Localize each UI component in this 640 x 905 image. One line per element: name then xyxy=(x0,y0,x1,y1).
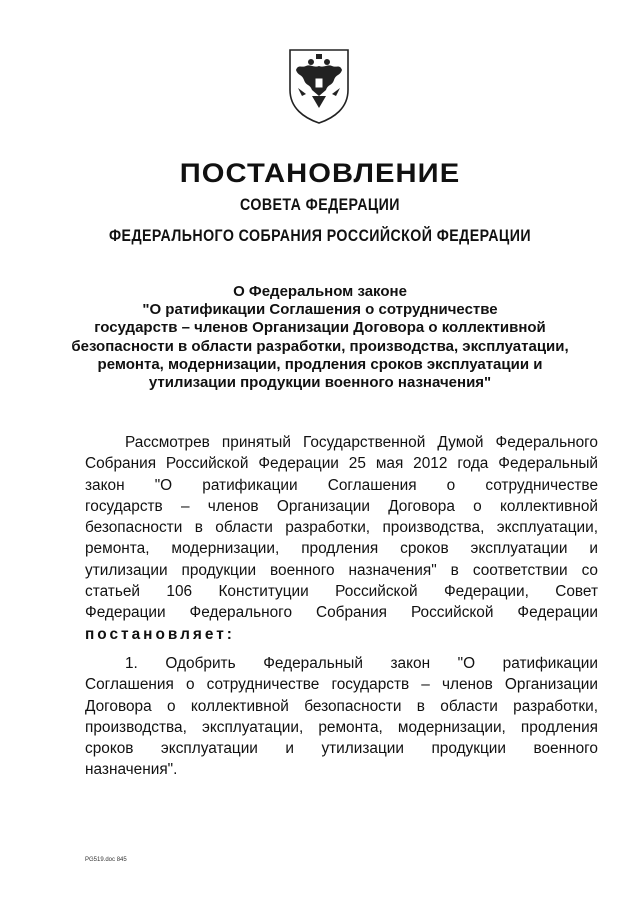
paragraph-line: Федерации Федерального Собрания Российской Федерации xyxy=(85,604,598,622)
law-title-line: О Федеральном законе xyxy=(233,283,407,300)
paragraph-line: государств – членов Организации Договора о коллективной xyxy=(85,497,598,515)
paragraph-line: утилизации продукции военного назначения" в соответствии со xyxy=(85,561,598,579)
resolution-item-1 xyxy=(85,653,598,781)
law-title-line: безопасности в области разработки, производства, эксплуатации, xyxy=(71,337,569,355)
document-code: PG519.doc 845 xyxy=(85,857,127,863)
paragraph-line: ремонта, модернизации, продления сроков эксплуатации и xyxy=(85,540,598,558)
paragraph-line: назначения". xyxy=(85,761,178,779)
law-title-line: ремонта, модернизации, продления сроков эксплуатации и xyxy=(97,355,543,373)
law-title-line: утилизации продукции военного назначения" xyxy=(148,374,492,392)
law-title xyxy=(40,283,600,392)
preamble-paragraph xyxy=(85,432,598,645)
paragraph-line: Собрания Российской Федерации 25 мая 2012 года Федеральный xyxy=(85,455,598,473)
document-title: ПОСТАНОВЛЕНИЕ xyxy=(179,158,461,188)
issuer-line-2: ФЕДЕРАЛЬНОГО СОБРАНИЯ РОССИЙСКОЙ ФЕДЕРАЦИИ xyxy=(109,227,531,245)
paragraph-line: Договора о коллективной безопасности в области разработки, xyxy=(85,697,598,715)
issuer-line-1: СОВЕТА ФЕДЕРАЦИИ xyxy=(240,196,400,214)
paragraph-line: закон "О ратификации Соглашения о сотрудничестве xyxy=(85,476,598,494)
law-title-line: "О ратификации Соглашения о сотрудничестве xyxy=(142,301,498,319)
paragraph-line: Рассмотрев принятый Государственной Думой Федерального xyxy=(125,434,598,451)
paragraph-line: производства, эксплуатации, ремонта, модернизации, продления xyxy=(85,718,598,736)
law-title-line: государств – членов Организации Договора о коллективной xyxy=(94,319,546,337)
coat-of-arms-icon xyxy=(284,46,354,124)
paragraph-line: сроков эксплуатации и утилизации продукции военного xyxy=(85,740,598,758)
paragraph-line: 1. Одобрить Федеральный закон "О ратификации xyxy=(125,655,598,672)
decree-word: постановляет: xyxy=(85,625,235,643)
paragraph-line: статьей 106 Конституции Российской Федерации, Совет xyxy=(85,583,598,601)
paragraph-line: безопасности в области разработки, производства, эксплуатации, xyxy=(85,519,598,537)
paragraph-line: Соглашения о сотрудничестве государств – членов Организации xyxy=(85,676,598,694)
